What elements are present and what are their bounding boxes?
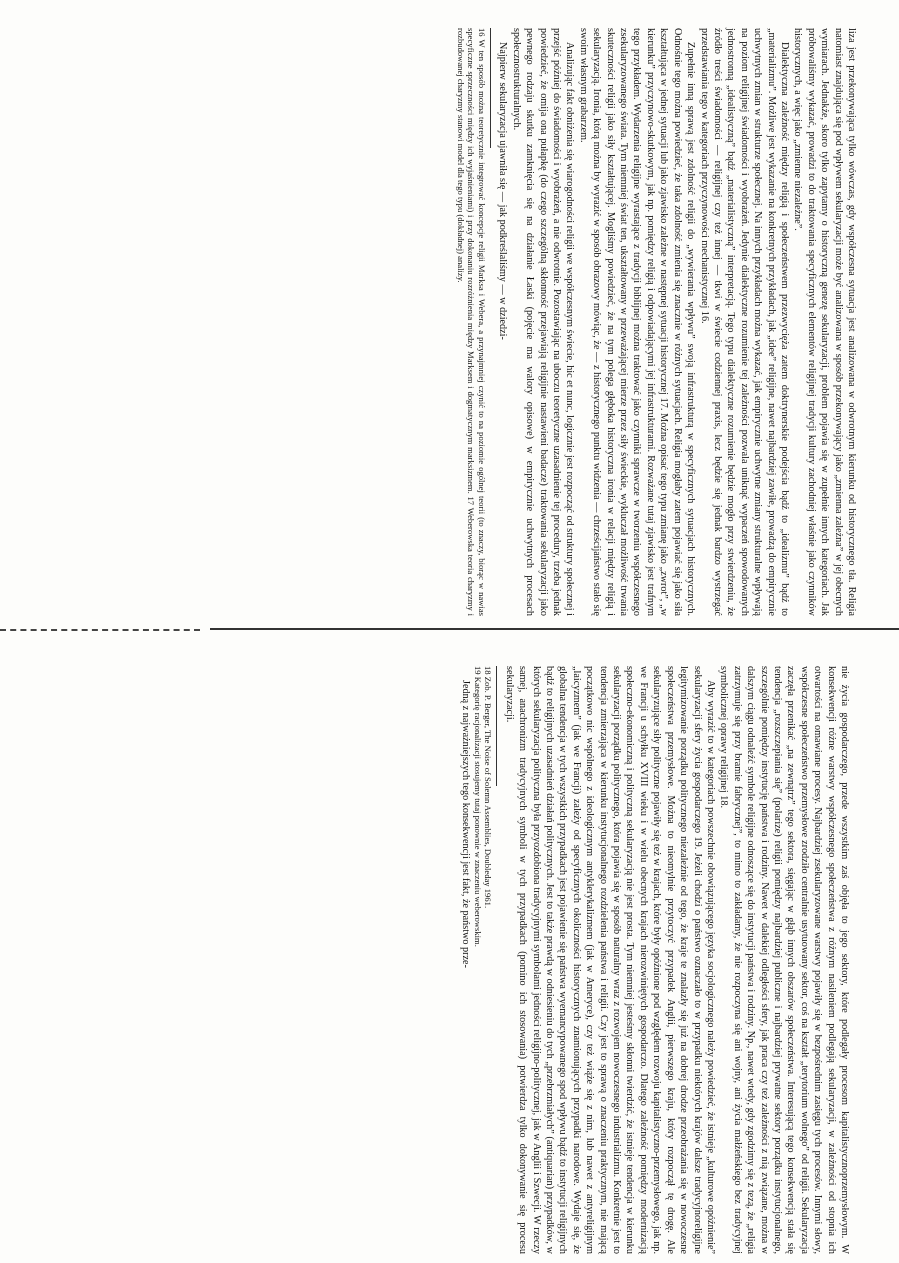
paragraph: Jedną z najważniejszych tego konsekwencji jest fakt, że państwo prze-	[460, 680, 472, 968]
paragraph: Najpierw sekularyzacja ujawniła się — jak podkreślaliśmy — w dziedzi-	[497, 42, 509, 340]
paragraph: Aby wyrazić to w kategoriach powszechnie obowiązującego języka socjologicznego należy powiedzieć, że istnieje „kulturowe opóźnienie” sekularyzacji sfery życia gospodarczego 19. Jeżeli chodzi o państwo oznaczało to w przypadku niektórych krajów dalsze tradycyjnoreligijne legitymizowanie porządku politycznego niezależnie od tego, że kraje te znalazły się już na dobrej drodze przeobrażania się w nowoczesne społeczeństwa przemysłowe. Można to nieomylnie przytoczyć przypadek Anglii, pierwszego kraju, który rozpoczął tę drogę. Ale sekularyzujące siły polityczne pojawiły się też w krajach, które były opóźnione pod względem rozwoju kapitalistyczno-przemysłowego, jak np. we Francji u schyłku XVIII wieku i w wielu obecnych krajach nierozwiniętych gospodarczo. Dlatego zależność pomiędzy modernizacją społeczno-ekonomiczną i polityczną sekularyzacją nie jest prosta. Tym niemniej jesteśmy skłonni twierdzić, że istnieje tendencja w kierunku sekularyzacji porządku politycznego, która pojawia się w sposób naturalny wraz z rozwojem nowoczesnego industrializmu. Konkretnie jest to tendencja zmierzająca w kierunku instytucjonalnego rozdzielenia państwa i religii. Czy jest to sprawą o znaczeniu praktycznym, nie mającą początkowo nic wspólnego z ideologicznym antyklerykalizmem (jak w Ameryce), czy też wiąże się z nim, lub nawet z antyreligijnym „laicyzmem” (jak we Francji) zależy od specyficznych okoliczności historycznych znamionujących przypadki narodowe. Wydaje się, że globalna tendencja w tych wszystkich przypadkach jest pojawienie się państwa wyemancypowanego spod wpływu bądź to instytucji religijnych bądź to religijnych uzasadnień działań politycznych. Jest to także prawdą w odniesieniu do tych „przebrzmiałych” (antiquarian) przypadków, w których sekularyzacja polityczna była przyozdobiona tradycyjnymi symbolami jedności religijno-politycznej, jak w Anglii i Szwecji. W rzeczy samej, anachronizm tradycyjnych symboli w tych przypadkach (pomino ich stosowania) potwierdza tylko dokonywanie się procesu sekularyzacji.	[503, 666, 716, 1254]
footnote-rule	[496, 666, 497, 786]
fold-line-left	[0, 629, 200, 631]
fold-line	[210, 628, 899, 630]
paragraph: nie życia gospodarczego, przede wszystkim zaś objęła to jego sektory, które podlegały procesom kapitalistycznoprzemysłowym. W konsekwencji różne warstwy współczesnego społeczeństwa z różnym nasileniem podlegają sekularyzacji, w zależności od stopnia ich otwartości na omawiane procesy. Najbardziej zsekularyzowane warstwy pojawiły się w bezpośrednim zasięgu tych procesów. Innymi słowy, współczesne społeczeństwo przemysłowe zrodziło centralnie usytuowany sektor, coś na kształt „terytorium wolnego” od religii. Sekularyzacja zaczęła przenikać „na zewnątrz” tego sektora, sięgając w głąb innych obszarów społeczeństwa. Interesującą tego konsekwencją stała się tendencja „rozszczepiania się” (polarize) religii pomiędzy najbardziej publiczne i najbardziej prywatne sektory porządku instytucjonalnego, szczególnie pomiędzy instytucję państwa i rodziny. Nawet w dalekiej odległości sfery, jak praca czy też zależności z nią związane, można w dalszym ciągu odnaleźć symbole religijne odnoszące się do instytucji państwa i rodziny. Np., nawet wtedy, gdy zgodzimy się z tezą, że „religia zatrzymuje się przy bramie fabrycznej”, to mimo to zakładamy, że nie rozpoczyna się ani wojny, ani życia małżeńskiego bez tradycyjnej symbolicznej oprawy religijnej 18.	[718, 666, 850, 1254]
top-page	[455, 22, 862, 622]
footnote: 18 Zob. P. Berger, The Noise of Solemn Assemblies, Doubleday 1961.	[483, 666, 494, 909]
paragraph: liza jest przekonywająca tylko wówczas, gdy współczesna sytuacja jest analizowana w odwrotnym kierunku od historycznego tła. Religia natomiast znajdująca się pod wpływem sekularyzacji może być analizowana w sposób przekonywający jako „zmienna zależna” w jej obecnych wymiarach. Jednakże, skoro tylko zapytamy o historyczną genezę sekularyzacji, problem pojawia się w zupełnie innych kategoriach. Jak próbowaliśmy wykazać, prowadzi to do traktowania specyficznych elementów religijnej tradycji kultury zachodniej właśnie jako czynników historycznych, a więc jako „zmienne niezależne”.	[792, 28, 857, 616]
footnote: 19 Kategorię racjonalizacji stosujemy tutaj ponownie w znaczeniu weberowskim.	[472, 666, 483, 947]
paragraph: Analizując fakt obniżenia się wiarogodności religii we współczesnym świecie, hic et nunc, logicznie jest rozpocząć od struktury społecznej i przejść później do świadomości i wyobrażeń, a nie odwrotnie. Pozostawiając na uboczu teoretyczne uzasadnienie tej procedury, trzeba jednak powiedzieć, że omija ona pułapkę (do czego szczególną skłonność przejawiają religijnie nastawieni badacze) traktowania sekularyzacji jako pewnego rodzaju skutku zamknięcia się na działanie Łaski (pojęcie ma walory opisowe) w empirycznie uchwytnych procesach społecznostrukturalnych.	[510, 28, 576, 616]
paragraph: Zupełnie inną sprawą jest zdolność religii do „wywierania wpływu” swoją infrastrukturą w specyficznych sytuacjach historycznych. Odnośnie tego można powiedzieć, że taka zdolność zmienia się znacznie w różnych sytuacjach. Religia mogłaby zatem pojawiać się jako siła kształtująca w jednej sytuacji lub jako zjawisko zależne w następnej sytuacji historycznej 17. Można opisać tego typu zmianę jako „zwrot”, „w kierunku” przyczynowo-skutkowym, jak np. pomiędzy religią i odpowiadającymi jej infrastrukturami. Rozważane tutaj zjawisko jest trafnym tego przykładem. Wydarzenia religijne wyrastające z tradycji biblijnej można traktować jako czynniki sprawcze w tworzeniu współczesnego zsekularyzowanego świata. Tym niemniej świat ten, ukształtowany w przeważającej mierze przez siły świeckie, wykluczał możliwość trwania skuteczności religii jako siły kształtującej. Mogliśmy powiedzieć, że na tym polega głęboka historyczna ironia w relacji między religią i sekularyzacją. Ironia, którą można by wyrazić w sposób obrazowy mówiąc, że — z historycznego punktu widzenia — chrześcijaństwo stało się swoim własnym grabarzem.	[577, 28, 697, 616]
footnote-rule	[490, 28, 491, 148]
paragraph: Dialektyczna zależność między religią i społeczeństwem przezwycięża zatem doktrynerskie podejścia bądź to „idealizmu” bądź to „materializmu”. Możliwe jest wykazanie na konkretnych przykładach, jak „idee” religijne, nawet najbardziej zawiłe, prowadzą do empirycznie uchwytnych zmian w strukturze społecznej. Na innych przykładach można wykazać, jak empirycznie uchwytne zmiany strukturalne wpływają na poziom religijnej świadomości i wyobrażeń. Jedynie dialektyczne rozumienie tej zależności pozwala uniknąć wypaczeń spowodowanych jednostronną „idealistyczną” bądź „materialistyczną” interpretacją. Tego typu dialektyczne rozumienie będzie mogło przy stwierdzeniu, że źródło treści świadomości — religijnej czy też innej — tkwi w świecie codziennej praxis, lecz będzie się jednak bardzo wystrzegać przedstawiania tego w kategoriach przyczynowości mechanistycznej 16.	[698, 28, 790, 616]
bottom-page	[460, 660, 855, 1260]
footnote: 16 W ten sposób można teoretycznie integrować koncepcje religii Marksa i Webera, a przynajmniej czynić to na poziomie ogólnej teorii (to znaczy, biorąc w nawias specyficzne sprzeczności między ich wyjaśnieniami) i przy dokonaniu rozróżnienia między Marksem i dogmatycznym marksizmem. 17 Weberowska teoria charyzmy i rozbudowanej charyzmy stanowi model dla tego typu (dokładnej) analizy.	[455, 28, 488, 616]
